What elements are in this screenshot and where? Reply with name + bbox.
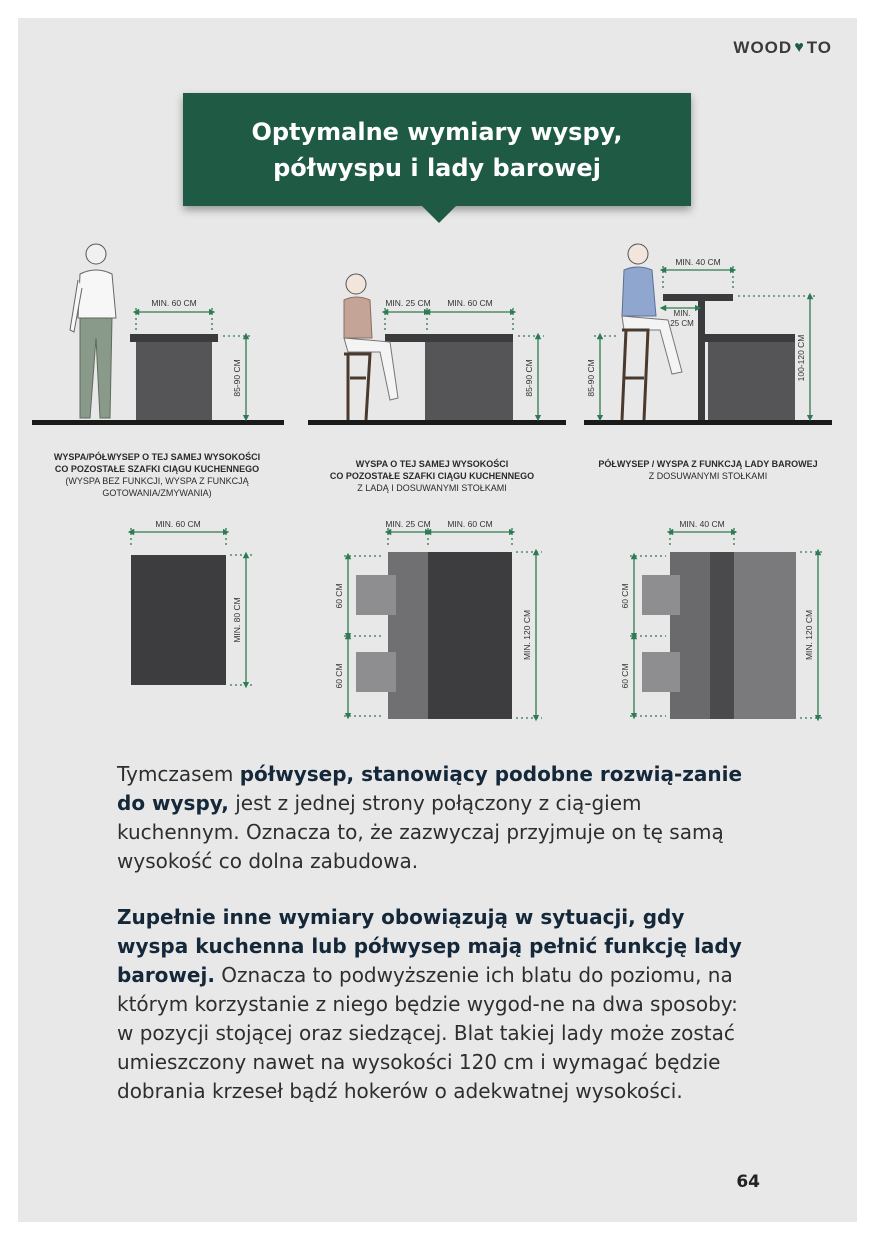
- floor-line: [32, 420, 284, 425]
- panel3-plan: [620, 519, 824, 719]
- stool: [642, 652, 680, 692]
- page-number: 64: [736, 1172, 760, 1192]
- stool: [356, 652, 396, 692]
- caption-text: (WYSPA BEZ FUNKCJI, WYSPA Z FUNKCJĄ: [65, 476, 249, 486]
- p3-plan-depth-label: MIN. 120 CM: [804, 609, 814, 661]
- caption-bold: PÓŁWYSEP / WYSPA Z FUNKCJĄ LADY BAROWEJ: [598, 459, 818, 469]
- p2-plan-width-label: MIN. 60 CM: [447, 519, 493, 529]
- title-pointer: [421, 205, 457, 223]
- island-cabinet: [708, 342, 795, 420]
- p3-seat1-label: 60 CM: [620, 583, 630, 609]
- p2-height-label: 85-90 CM: [524, 359, 534, 397]
- p1-bold: półwysep, stanowiący podobne rozwią-zanie do wyspy,: [117, 762, 743, 815]
- caption-text: Z LADĄ I DOSUWANYMI STOŁKAMI: [357, 483, 507, 493]
- p2-seat2-label: 60 CM: [334, 663, 344, 689]
- plan-island: [428, 552, 512, 719]
- paragraph-2: [117, 903, 757, 1106]
- caption-bold: WYSPA O TEJ SAMEJ WYSOKOŚCI: [355, 459, 509, 469]
- caption-text: GOTOWANIA/ZMYWANIA): [102, 488, 212, 498]
- paragraph-1: [117, 760, 757, 876]
- standing-person-icon: [70, 244, 116, 418]
- p2-width-label: MIN. 60 CM: [447, 298, 493, 308]
- title-line-2: półwyspu i lady barowej: [273, 153, 601, 182]
- p1-rest: jest z jednej strony połączony z cią-giem kuchennym. Oznacza to, że zazwyczaj przyjmuje on tę samą wysokość co dolna zabudowa.: [117, 791, 724, 873]
- p1-text: Tymczasem: [117, 762, 240, 786]
- bar-support: [698, 301, 705, 420]
- p3-plan-bar-label: MIN. 40 CM: [679, 519, 725, 529]
- p1-height-label: 85-90 CM: [232, 359, 242, 397]
- floor-line: [584, 420, 832, 425]
- p1-plan-depth-label: MIN. 80 CM: [232, 597, 242, 643]
- stool: [642, 575, 680, 615]
- island-cabinet: [136, 342, 212, 420]
- floor-line: [308, 420, 566, 425]
- p2-rest: Oznacza to podwyższenie ich blatu do poziomu, na którym korzystanie z niego będzie wygod-ne na dwa sposoby: w pozycji stojącej oraz siedzącej. Blat takiej lady może zostać umieszczony nawet na wysokości 120 cm i wymagać będzie dobrania krzeseł bądź hokerów o adekwatnej wysokości.: [117, 963, 738, 1103]
- panel3-elevation: [584, 244, 832, 425]
- p2-seat1-label: 60 CM: [334, 583, 344, 609]
- title-line-1: Optymalne wymiary wyspy,: [251, 117, 623, 146]
- stool: [356, 575, 396, 615]
- p3-overhang-label-2: 25 CM: [670, 319, 694, 328]
- plan-island: [131, 555, 226, 685]
- p2-plan-depth-label: MIN. 120 CM: [522, 609, 532, 661]
- heart-icon: ♥: [794, 39, 805, 56]
- caption-bold: CO POZOSTAŁE SZAFKI CIĄGU KUCHENNEGO: [329, 471, 535, 481]
- panel1-plan: [131, 519, 252, 685]
- bar-top: [663, 294, 733, 301]
- p2-plan-overhang-label: MIN. 25 CM: [385, 519, 431, 529]
- panel2-caption: [305, 458, 559, 494]
- p3-bar-label: MIN. 40 CM: [675, 257, 721, 267]
- p1-plan-width-label: MIN. 60 CM: [155, 519, 201, 529]
- p2-bold: Zupełnie inne wymiary obowiązują w sytuacji, gdy wyspa kuchenna lub półwysep mają pełnić funkcję lady barowej.: [117, 905, 742, 987]
- p3-seat2-label: 60 CM: [620, 663, 630, 689]
- panel3-caption: [578, 458, 838, 482]
- caption-bold: WYSPA/PÓŁWYSEP O TEJ SAMEJ WYSOKOŚCI: [53, 452, 261, 462]
- p3-height-label: 85-90 CM: [586, 359, 596, 397]
- p2-overhang-label: MIN. 25 CM: [385, 298, 431, 308]
- logo-text-1: WOOD: [733, 38, 793, 57]
- panel1-elevation: [32, 244, 284, 425]
- panel1-caption: [30, 451, 284, 499]
- p3-overhang-label-1: MIN.: [673, 309, 691, 318]
- countertop: [385, 334, 513, 342]
- panel2-plan: [334, 519, 542, 719]
- sitting-person-icon: [344, 274, 398, 420]
- body-text: [117, 760, 757, 1106]
- plan-bar-support: [710, 552, 734, 719]
- page: [18, 18, 857, 1222]
- caption-text: Z DOSUWANYMI STOŁKAMI: [648, 471, 768, 481]
- island-cabinet: [425, 342, 513, 420]
- plan-island: [734, 552, 796, 719]
- caption-bold: CO POZOSTAŁE SZAFKI CIĄGU KUCHENNEGO: [54, 464, 260, 474]
- p3-bar-height-label: 100-120 CM: [796, 334, 806, 382]
- p1-width-label: MIN. 60 CM: [151, 298, 197, 308]
- title-box: [183, 93, 691, 206]
- countertop: [130, 334, 218, 342]
- logo-text-2: TO: [806, 38, 832, 57]
- panel2-elevation: [308, 274, 566, 425]
- countertop: [705, 334, 795, 342]
